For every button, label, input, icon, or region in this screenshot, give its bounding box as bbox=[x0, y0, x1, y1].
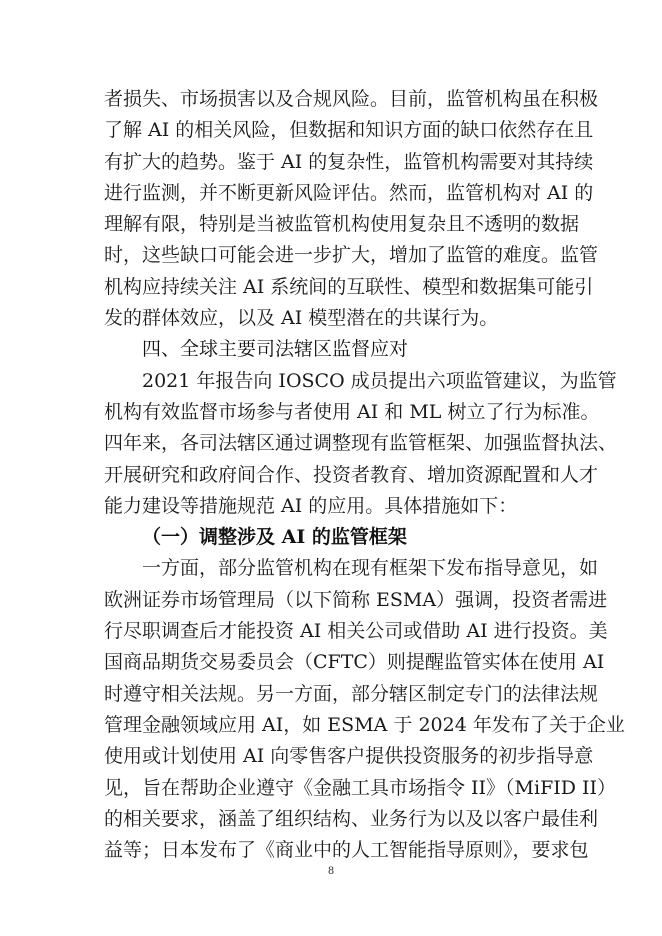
text-line: 欧洲证券市场管理局（以下简称 ESMA）强调，投资者需进 bbox=[104, 588, 608, 611]
text-line: 进行监测，并不断更新风险评估。然而，监管机构对 AI 的 bbox=[104, 181, 594, 204]
text-line: 者损失、市场损害以及合规风险。目前，监管机构虽在积极 bbox=[104, 88, 599, 110]
section-heading: 四、全球主要司法辖区监督应对 bbox=[142, 338, 409, 361]
text-line: 行尽职调查后才能投资 AI 相关公司或借助 AI 进行投资。美 bbox=[104, 620, 608, 643]
text-line: 了解 AI 的相关风险，但数据和知识方面的缺口依然存在且 bbox=[104, 119, 594, 142]
paragraph bbox=[104, 553, 625, 866]
page-body bbox=[104, 84, 625, 866]
text-line: 机构有效监督市场参与者使用 AI 和 ML 树立了行为标准。 bbox=[104, 400, 600, 423]
text-line: 的相关要求，涵盖了组织结构、业务行为以及以客户最佳利 bbox=[104, 807, 599, 830]
text-line: 时遵守相关法规。另一方面，部分辖区制定专门的法律法规 bbox=[104, 682, 599, 705]
page-number: 8 bbox=[327, 866, 335, 877]
text-line: 使用或计划使用 AI 向零售客户提供投资服务的初步指导意 bbox=[104, 745, 594, 768]
text-line: 见，旨在帮助企业遵守《金融工具市场指令 II》（MiFID II） bbox=[104, 776, 617, 799]
text-line: 时，这些缺口可能会进一步扩大，增加了监管的难度。监管 bbox=[104, 244, 599, 267]
text-line: 一方面，部分监管机构在现有框架下发布指导意见，如 bbox=[142, 557, 599, 580]
text-line: 有扩大的趋势。鉴于 AI 的复杂性，监管机构需要对其持续 bbox=[104, 150, 594, 173]
text-line: 管理金融领域应用 AI，如 ESMA 于 2024 年发布了关于企业 bbox=[104, 713, 625, 736]
text-line: 2021 年报告向 IOSCO 成员提出六项监管建议，为监管 bbox=[142, 369, 617, 392]
text-line: 益等；日本发布了《商业中的人工智能指导原则》，要求包 bbox=[104, 839, 589, 862]
text-line: 能力建设等措施规范 AI 的应用。具体措施如下： bbox=[104, 494, 518, 517]
text-line: 机构应持续关注 AI 系统间的互联性、模型和数据集可能引 bbox=[104, 275, 594, 298]
text-line: 理解有限，特别是当被监管机构使用复杂且不透明的数据 bbox=[104, 213, 580, 236]
text-line: 发的群体效应，以及 AI 模型潜在的共谋行为。 bbox=[104, 307, 499, 330]
text-line: 国商品期货交易委员会（CFTC）则提醒监管实体在使用 AI bbox=[104, 651, 605, 674]
subsection-heading: （一）调整涉及 AI 的监管框架 bbox=[142, 526, 407, 549]
text-line: 开展研究和政府间合作、投资者教育、增加资源配置和人才 bbox=[104, 463, 599, 486]
paragraph bbox=[104, 366, 618, 522]
text-line: 四年来，各司法辖区通过调整现有监管框架、加强监督执法、 bbox=[104, 432, 618, 455]
paragraph bbox=[104, 84, 599, 334]
